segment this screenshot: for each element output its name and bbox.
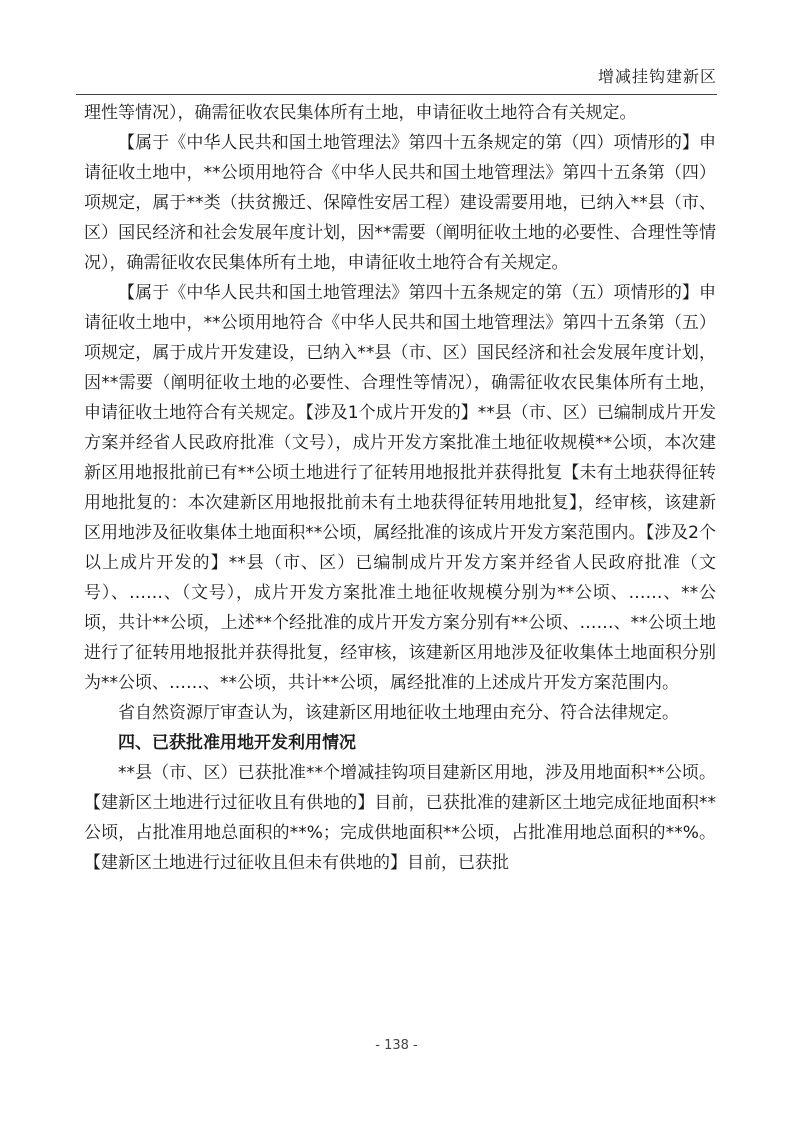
page-number: - 138 - <box>375 1038 418 1053</box>
paragraph-clause-four: 【属于《中华人民共和国土地管理法》第四十五条规定的第（四）项情形的】申请征收土地中，**公顷用地符合《中华人民共和国土地管理法》第四十五条第（四）项规定，属于**类（扶贫搬迁、保障性安居工程）建设需要用地，已纳入**县（市、区）国民经济和社会发展年度计划，因**需要（阐明征收土地的必要性、合理性等情况），确需征收农民集体所有土地，申请征收土地符合有关规定。 <box>84 133 716 273</box>
header-divider <box>76 94 717 95</box>
paragraph-land-utilization: **县（市、区）已获批准**个增减挂钩项目建新区用地，涉及用地面积**公顷。【建新区土地进行过征收且有供地的】目前，已获批准的建新区土地完成征地面积**公顷，占批准用地总面积的**%；完成供地面积**公顷，占批准用地总面积的**%。【建新区土地进行过征收且但未有供地的】目前，已获批 <box>84 763 716 873</box>
page-header-title: 增减挂钩建新区 <box>597 67 717 86</box>
document-body <box>84 98 716 878</box>
paragraph-clause-five: 【属于《中华人民共和国土地管理法》第四十五条规定的第（五）项情形的】申请征收土地中，**公顷用地符合《中华人民共和国土地管理法》第四十五条第（五）项规定，属于成片开发建设，已纳入**县（市、区）国民经济和社会发展年度计划，因**需要（阐明征收土地的必要性、合理性等情况），确需征收农民集体所有土地，申请征收土地符合有关规定。【涉及1个成片开发的】**县（市、区）已编制成片开发方案并经省人民政府批准（文号），成片开发方案批准土地征收规模**公顷，本次建新区用地报批前已有**公顷土地进行了征转用地报批并获得批复【未有土地获得征转用地批复的：本次建新区用地报批前未有土地获得征转用地批复】，经审核，该建新区用地涉及征收集体土地面积**公顷，属经批准的该成片开发方案范围内。【涉及2个以上成片开发的】**县（市、区）已编制成片开发方案并经省人民政府批准（文号）、……、（文号），成片开发方案批准土地征收规模分别为**公顷、……、**公顷，共计**公顷，上述**个经批准的成片开发方案分别有**公顷、……、**公顷土地进行了征转用地报批并获得批复，经审核，该建新区用地涉及征收集体土地面积分别为**公顷、……、**公顷，共计**公顷，属经批准的上述成片开发方案范围内。 <box>84 283 716 693</box>
section-heading: 四、已获批准用地开发利用情况 <box>118 733 356 753</box>
paragraph-review-conclusion: 省自然资源厅审查认为，该建新区用地征收土地理由充分、符合法律规定。 <box>118 703 679 723</box>
paragraph-continuation: 理性等情况），确需征收农民集体所有土地，申请征收土地符合有关规定。 <box>84 103 637 123</box>
